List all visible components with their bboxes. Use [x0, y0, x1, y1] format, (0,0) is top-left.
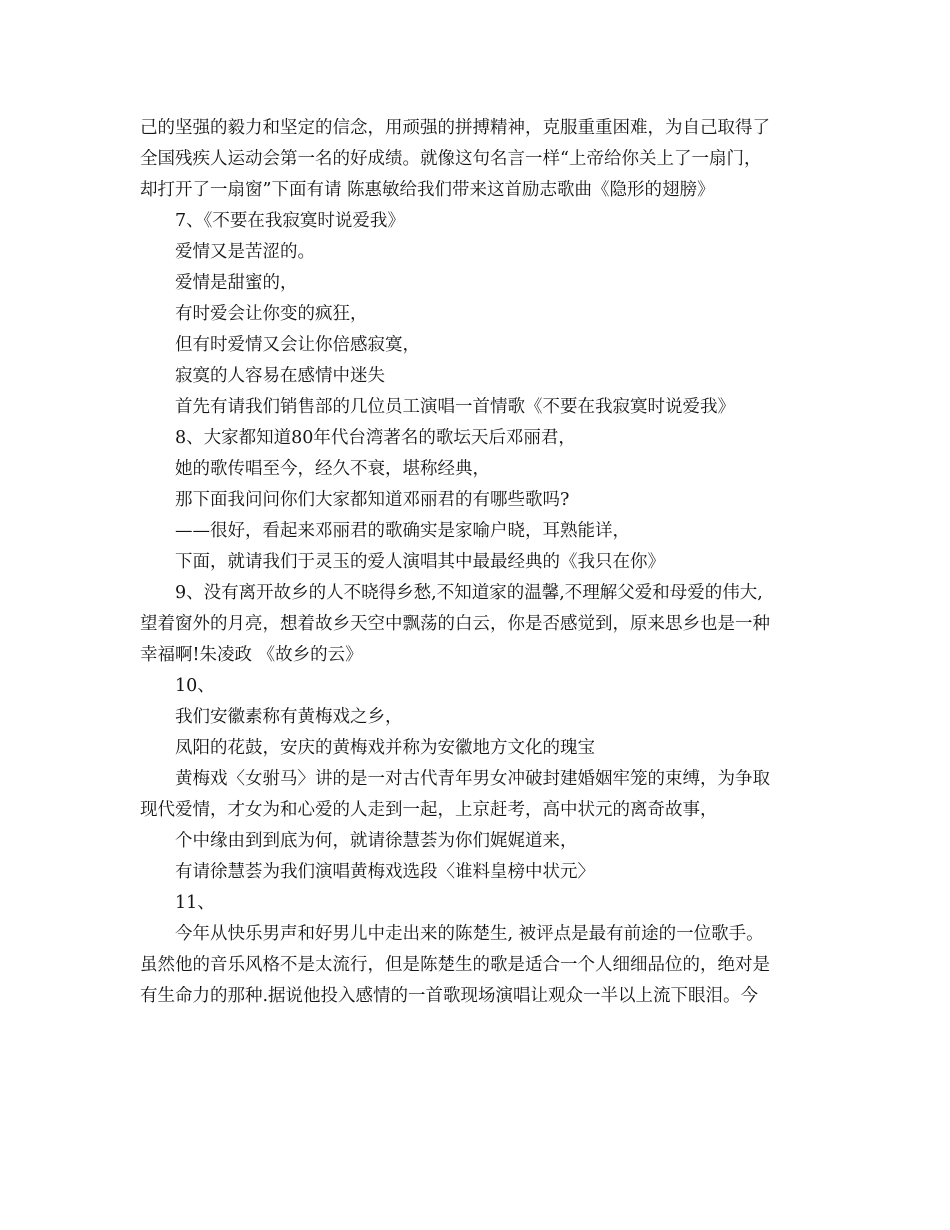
text-line: 9、没有离开故乡的人不晓得乡愁,不知道家的温馨,不理解父爱和母爱的伟大, [175, 583, 763, 603]
text-line: 我们安徽素称有黄梅戏之乡， [175, 707, 403, 727]
text-line: 8、大家都知道80年代台湾著名的歌坛天后邓丽君， [175, 428, 576, 448]
document-text [140, 113, 820, 1012]
text-line: 黄梅戏〈女驸马〉讲的是一对古代青年男女冲破封建婚姻牢笼的束缚，为争取 [175, 769, 770, 789]
text-line: 却打开了一扇窗”下面有请 陈惠敏给我们带来这首励志歌曲《隐形的翅膀》 [140, 180, 715, 200]
text-line: 个中缘由到到底为何，就请徐慧荟为你们娓娓道来， [175, 831, 578, 851]
text-line: 望着窗外的月亮，想着故乡天空中飘荡的白云，你是否感觉到，原来思乡也是一种 [140, 614, 770, 634]
text-line: 幸福啊!朱凌政 《故乡的云》 [140, 645, 363, 665]
text-line: 爱情是甜蜜的， [175, 273, 298, 293]
text-line: 11、 [175, 893, 215, 913]
text-line: 她的歌传唱至今，经久不衰，堪称经典， [175, 459, 490, 479]
text-line: 下面，就请我们于灵玉的爱人演唱其中最最经典的《我只在你》 [175, 552, 665, 572]
text-line: 10、 [175, 676, 215, 696]
text-line: 有时爱会让你变的疯狂， [175, 304, 368, 324]
text-line: 但有时爱情又会让你倍感寂寞， [175, 335, 420, 355]
text-line: 那下面我问问你们大家都知道邓丽君的有哪些歌吗? [175, 490, 570, 510]
text-line: 有生命力的那种.据说他投入感情的一首歌现场演唱让观众一半以上流下眼泪。今 [140, 986, 759, 1006]
text-line: 现代爱情，才女为和心爱的人走到一起，上京赶考，高中状元的离奇故事， [140, 800, 718, 820]
text-line: 寂寞的人容易在感情中迷失 [175, 366, 385, 386]
text-line: 己的坚强的毅力和坚定的信念，用顽强的拼搏精神，克服重重困难，为自己取得了 [140, 118, 770, 138]
text-line: 全国残疾人运动会第一名的好成绩。就像这句名言一样“上帝给你关上了一扇门， [140, 149, 762, 169]
text-line: 有请徐慧荟为我们演唱黄梅戏选段〈谁料皇榜中状元〉 [175, 862, 595, 882]
text-line: ——很好，看起来邓丽君的歌确实是家喻户晓，耳熟能详， [175, 521, 630, 541]
text-line: 爱情又是苦涩的。 [175, 242, 315, 262]
text-line: 虽然他的音乐风格不是太流行，但是陈楚生的歌是适合一个人细细品位的，绝对是 [140, 955, 770, 975]
text-line: 凤阳的花鼓，安庆的黄梅戏并称为安徽地方文化的瑰宝 [175, 738, 595, 758]
text-line: 首先有请我们销售部的几位员工演唱一首情歌《不要在我寂寞时说爱我》 [175, 397, 735, 417]
text-line: 今年从快乐男声和好男儿中走出来的陈楚生, 被评点是最有前途的一位歌手。 [175, 924, 764, 944]
text-line: 7、《不要在我寂寞时说爱我》 [175, 211, 405, 231]
